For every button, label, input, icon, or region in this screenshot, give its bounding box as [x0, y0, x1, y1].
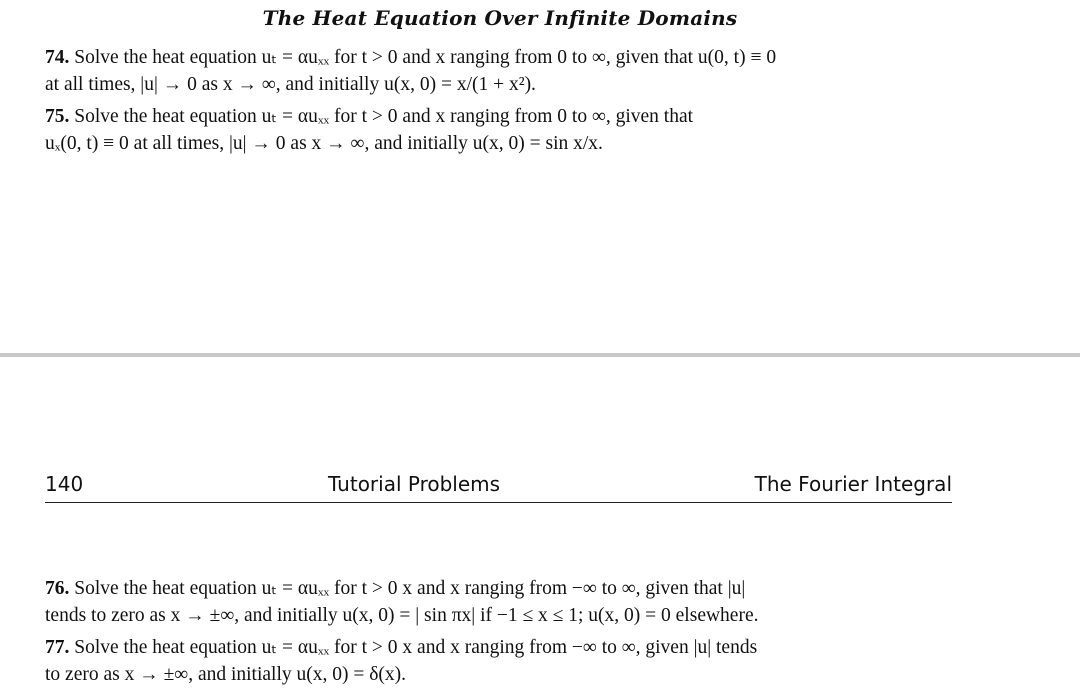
problem-75: [45, 103, 952, 157]
problem-text: Solve the heat equation uₜ = αuₓₓ for t > 0 and x ranging from 0 to ∞, given that: [69, 106, 694, 127]
page-divider: [0, 353, 1080, 357]
problem-text: at all times, |u| → 0 as x → ∞, and initially u(x, 0) = x/(1 + x²).: [45, 74, 536, 95]
problem-text: Solve the heat equation uₜ = αuₓₓ for t > 0 x and x ranging from −∞ to ∞, given that |u|: [69, 578, 746, 599]
problem-number: 75.: [45, 106, 70, 127]
problem-76: [45, 575, 952, 629]
problem-74: [45, 44, 952, 98]
problem-line: [45, 44, 952, 71]
running-header-center: Tutorial Problems: [328, 472, 501, 496]
problem-text: to zero as x → ±∞, and initially u(x, 0) = δ(x).: [45, 664, 407, 685]
problem-number: 76.: [45, 578, 70, 599]
page-number: 140: [45, 472, 84, 496]
problem-line: [45, 575, 952, 602]
problem-line: [45, 634, 952, 661]
running-header-right: The Fourier Integral: [754, 472, 952, 496]
section-title: The Heat Equation Over Infinite Domains: [262, 6, 738, 30]
problem-77: [45, 634, 952, 688]
problem-text: Solve the heat equation uₜ = αuₓₓ for t > 0 and x ranging from 0 to ∞, given that u(0, t) ≡ 0: [69, 47, 777, 68]
problem-number: 74.: [45, 47, 70, 68]
problem-number: 77.: [45, 637, 70, 658]
problem-text: tends to zero as x → ±∞, and initially u(x, 0) = | sin πx| if −1 ≤ x ≤ 1; u(x, 0) = 0 elsewhere.: [45, 605, 759, 626]
problem-line: [45, 103, 952, 130]
problem-text: Solve the heat equation uₜ = αuₓₓ for t > 0 x and x ranging from −∞ to ∞, given |u| tends: [69, 637, 758, 658]
problem-text: uₓ(0, t) ≡ 0 at all times, |u| → 0 as x → ∞, and initially u(x, 0) = sin x/x.: [45, 133, 603, 154]
running-header: [45, 472, 952, 503]
